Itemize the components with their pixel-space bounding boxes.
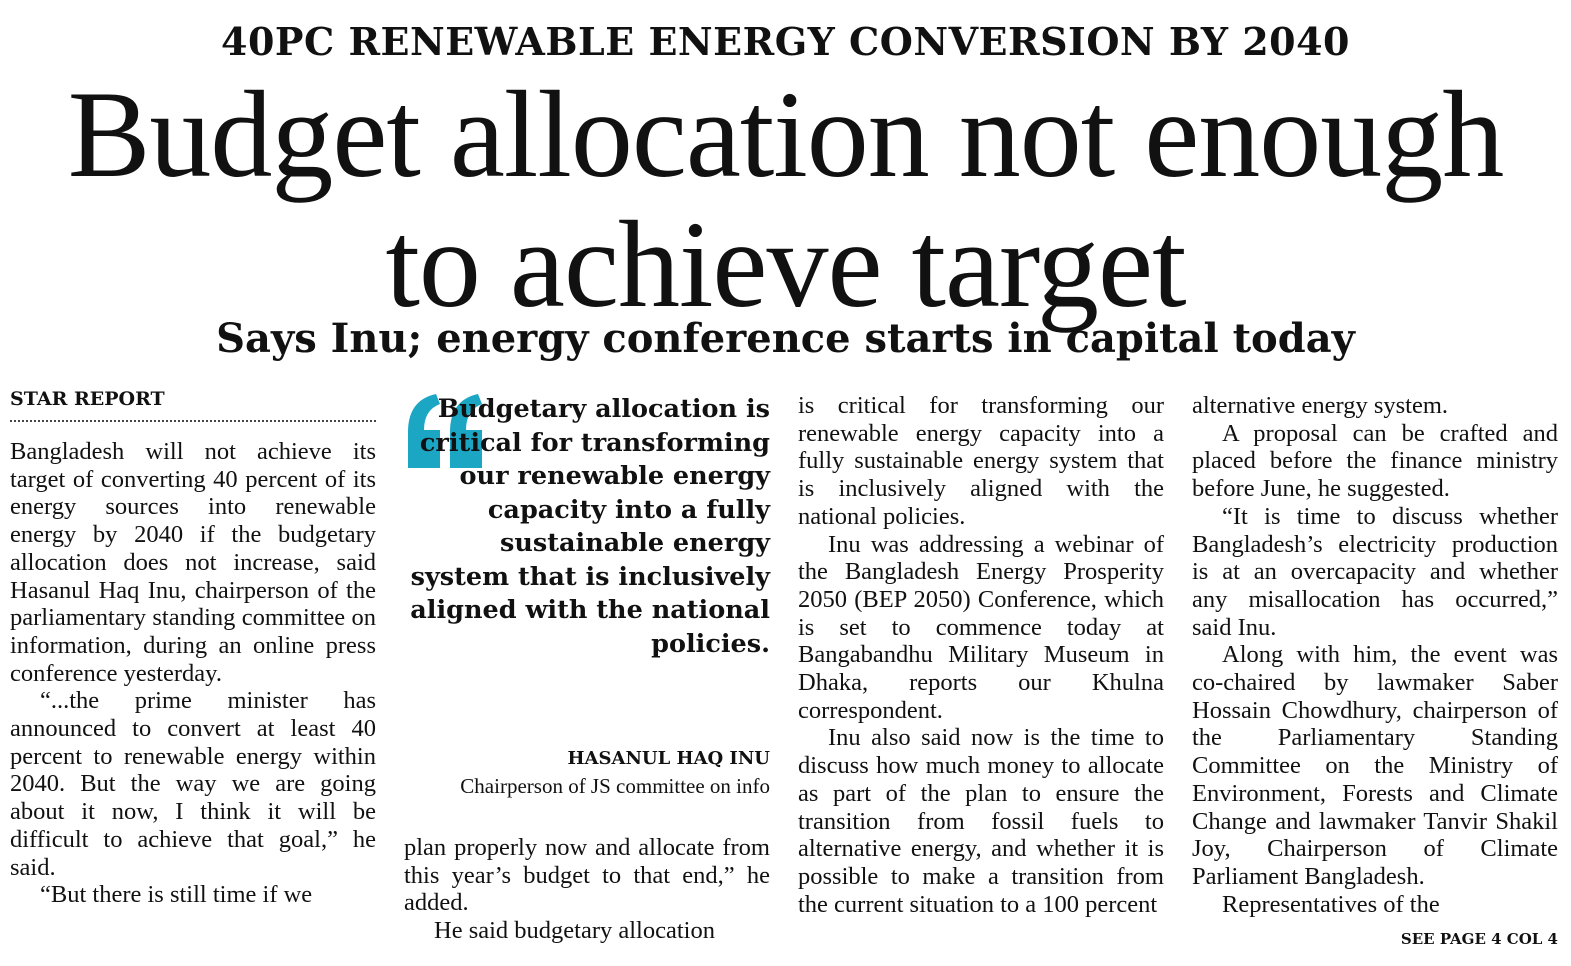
pull-quote-text: Budgetary allocation is critical for transforming our renewable energy capacity into a fully sustainable energy system that is inclusively aligned with the national policies.: [410, 394, 770, 659]
paragraph: Inu was addressing a webinar of the Bangladesh Energy Prosperity 2050 (BEP 2050) Conference, which is set to commence today at Bangabandhu Military Museum in Dhaka, reports our Khulna correspondent.: [798, 530, 1164, 724]
pull-quote-attribution-role: Chairperson of JS committee on info: [460, 774, 770, 798]
pull-quote-attribution-name: HASANUL HAQ INU: [567, 748, 770, 769]
paragraph: Bangladesh will not achieve its target of converting 40 percent of its energy sources into renewable energy by 2040 if the budgetary allocation does not increase, said Hasanul Haq Inu, chairperson of the parliamentary standing committee on information, during an online press conference yesterday.: [10, 438, 376, 687]
article-column-3: [798, 392, 1164, 918]
paragraph: plan properly now and allocate from this year’s budget to that end,” he added.: [404, 834, 770, 917]
headline-line-1: Budget allocation not enough: [67, 66, 1504, 203]
deck-subheadline: Says Inu; energy conference starts in capital today: [216, 315, 1355, 362]
article-column-1: [10, 438, 376, 909]
byline: STAR REPORT: [10, 386, 376, 422]
paragraph: Inu also said now is the time to discuss how much money to allocate as part of the plan to ensure the transition from fossil fuels to alternative energy, and whether it is possible to make a transition from the current situation to a 100 percent: [798, 724, 1164, 918]
paragraph: alternative energy system.: [1192, 392, 1449, 419]
paragraph: Representatives of the: [1222, 890, 1440, 918]
article-column-2: [404, 834, 770, 945]
continued-jump-line[interactable]: SEE PAGE 4 COL 4: [1400, 930, 1558, 948]
kicker: 40PC RENEWABLE ENERGY CONVERSION BY 2040: [221, 19, 1350, 64]
paragraph: is critical for transforming our renewable energy capacity into a fully sustainable energy system that is inclusively aligned with the national policies.: [798, 392, 1164, 530]
paragraph: Along with him, the event was co-chaired by lawmaker Saber Hossain Chowdhury, chairperson of the Parliamentary Standing Committee on the Ministry of Environment, Forests and Climate Change and lawmaker Tanvir Shakil Joy, Chairperson of Climate Parliament Bangladesh.: [1192, 641, 1558, 890]
article-column-4: [1192, 392, 1558, 918]
paragraph: He said budgetary allocation: [434, 917, 715, 945]
paragraph: “...the prime minister has announced to convert at least 40 percent to renewable energy within 2040. But the way we are going about it now, I think it will be difficult to achieve that goal,” he said.: [10, 687, 376, 881]
paragraph: “But there is still time if we: [40, 881, 313, 909]
paragraph: A proposal can be crafted and placed before the finance ministry before June, he suggested.: [1192, 419, 1558, 503]
headline-line-2: to achieve target: [385, 196, 1186, 333]
paragraph: “It is time to discuss whether Bangladesh’s electricity production is at an overcapacity and whether any misallocation has occurred,” said Inu.: [1192, 502, 1558, 641]
